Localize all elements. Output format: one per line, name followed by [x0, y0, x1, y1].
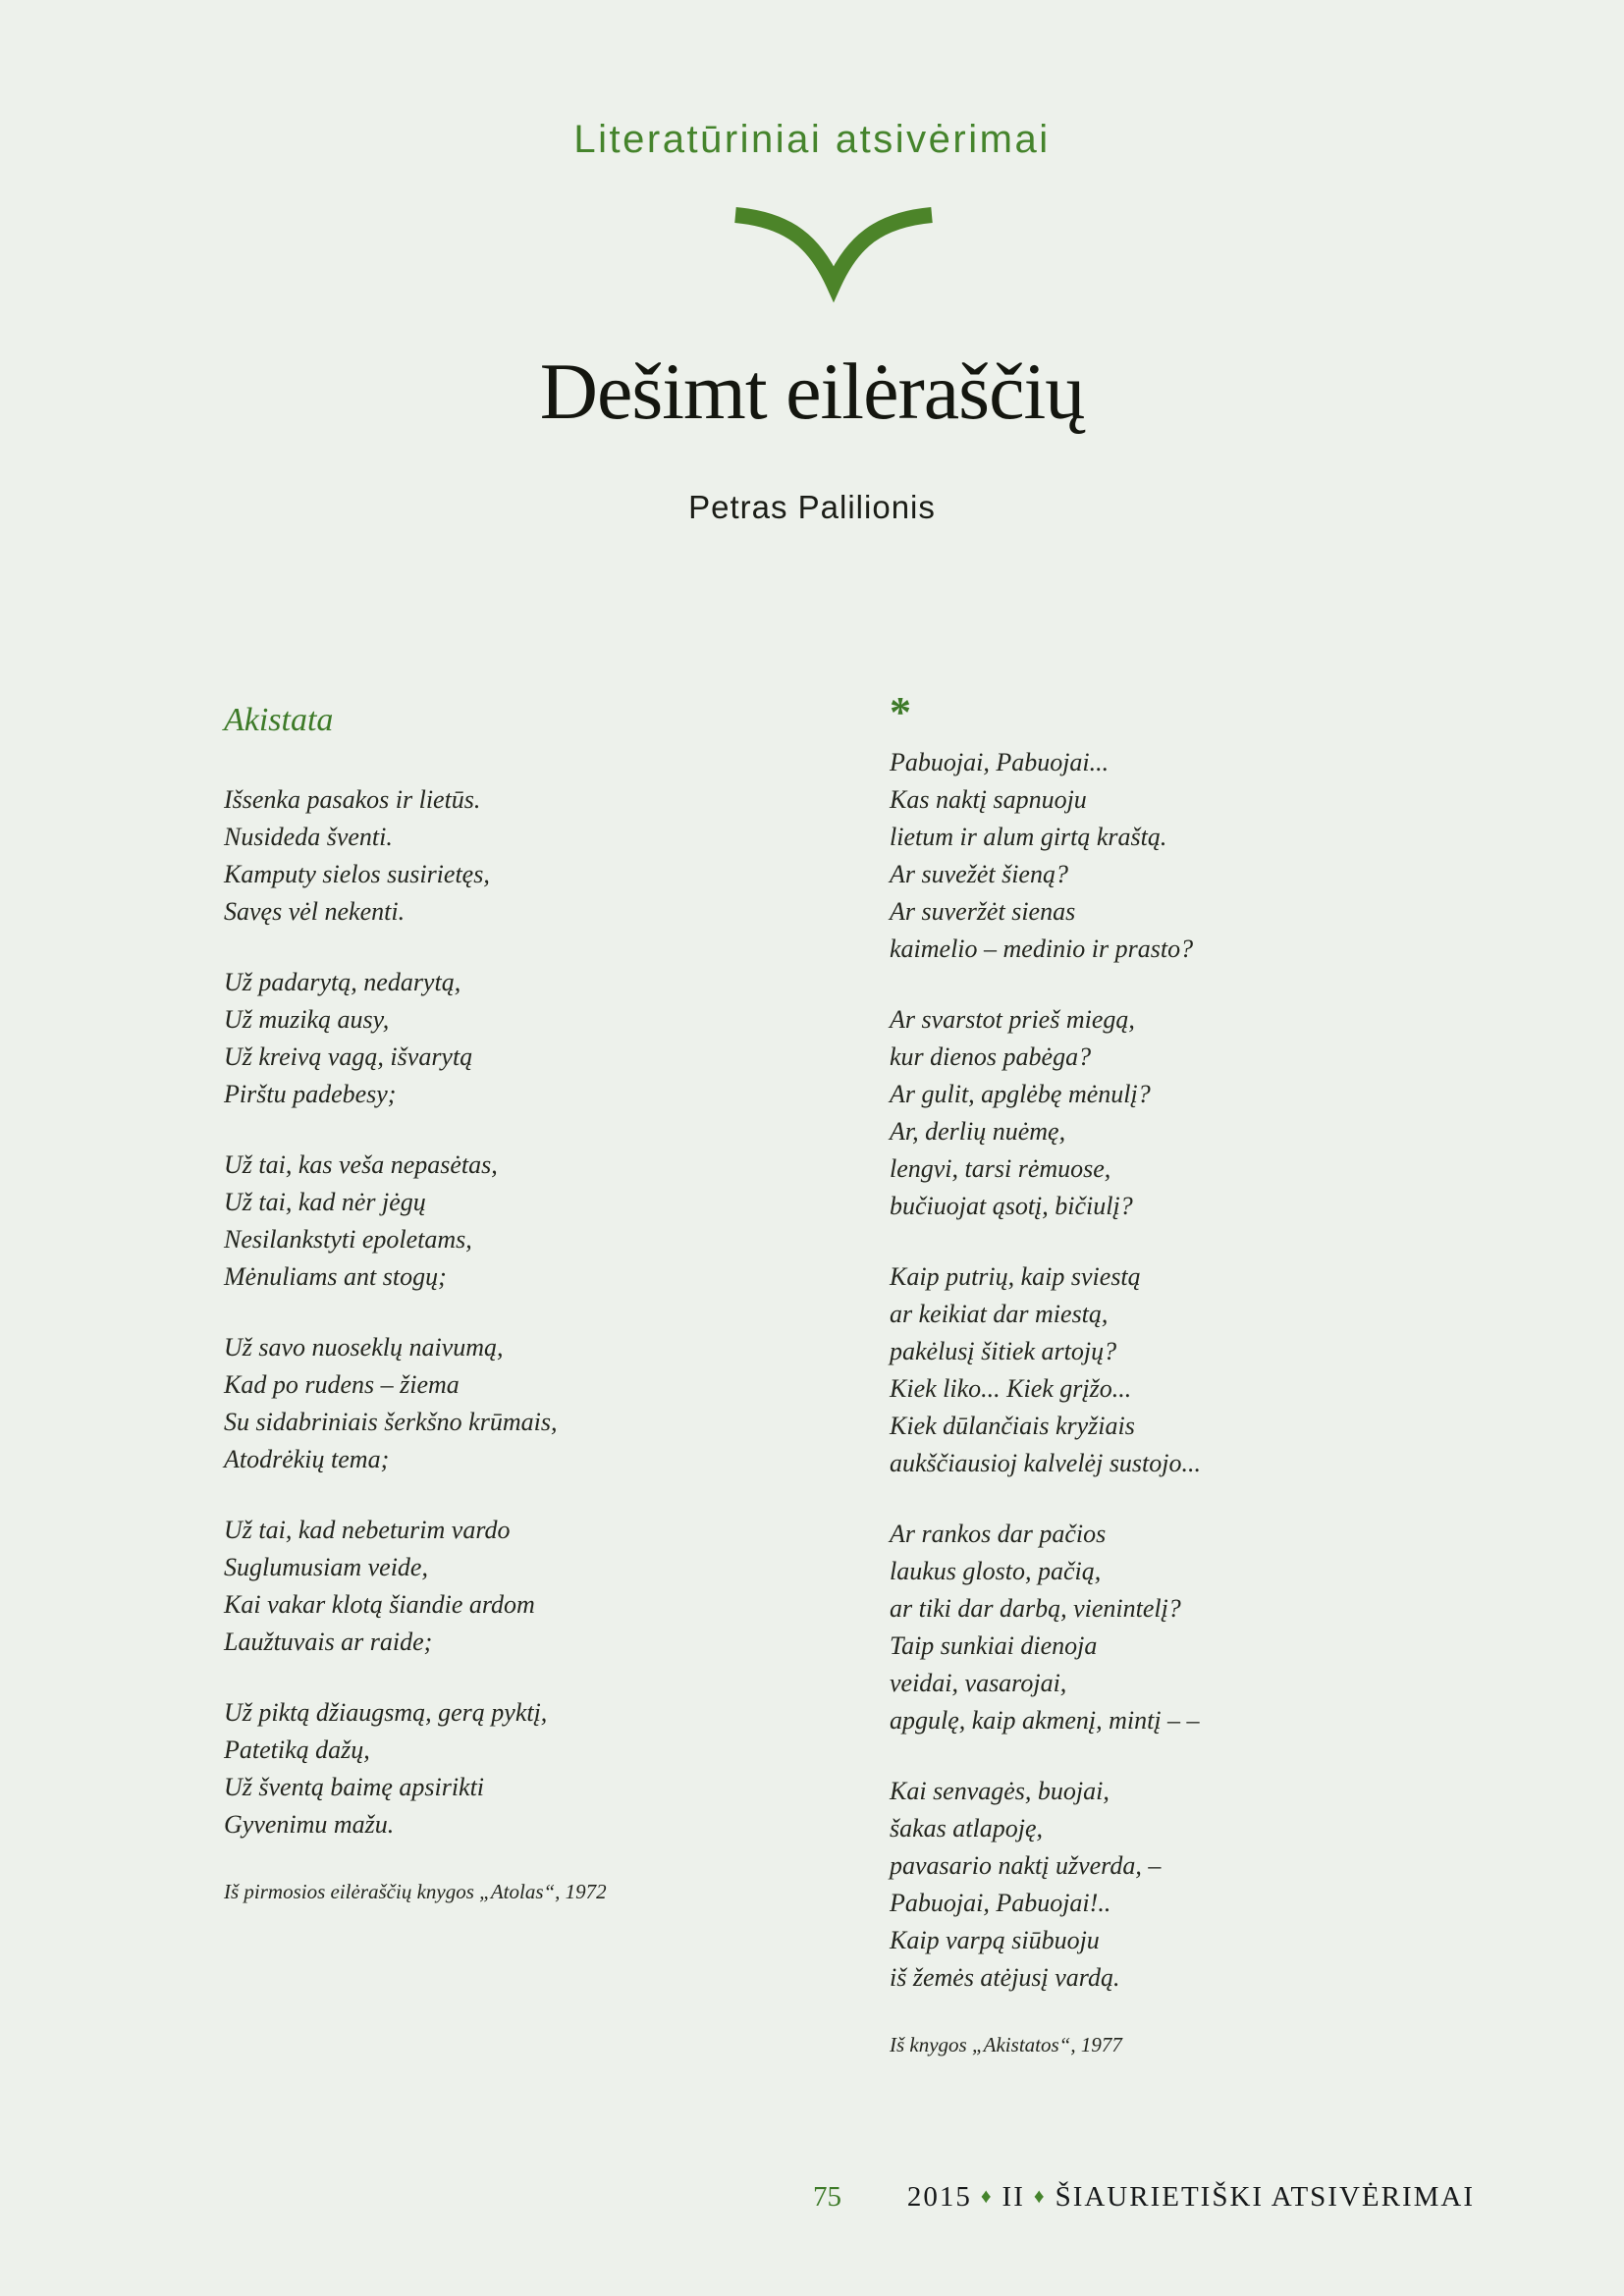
poem-line: Savęs vėl nekenti. — [224, 897, 406, 926]
poem-line: Kiek dūlančiais kryžiais — [890, 1412, 1135, 1440]
poem-line: Suglumusiam veide, — [224, 1553, 428, 1581]
attribution: Iš pirmosios eilėraščių knygos „Atolas“, 1972 — [224, 1880, 607, 1903]
poem-line: Ar gulit, apglėbę mėnulį? — [890, 1080, 1151, 1108]
poem-line: pavasario naktį užverda, – — [890, 1851, 1162, 1880]
stanza — [224, 1512, 852, 1661]
stanza — [890, 1001, 1518, 1225]
diamond-separator-icon: ♦ — [980, 2184, 994, 2208]
poem-line: Už kreivą vagą, išvarytą — [224, 1042, 473, 1071]
journal-title: ŠIAURIETIŠKI ATSIVĖRIMAI — [1055, 2181, 1475, 2213]
poem-line: Su sidabriniais šerkšno krūmais, — [224, 1408, 558, 1436]
stanza — [890, 1773, 1518, 1997]
poem-line: Už tai, kad nėr jėgų — [224, 1188, 426, 1216]
poem-line: Už piktą džiaugsmą, gerą pyktį, — [224, 1698, 548, 1727]
attribution: Iš knygos „Akistatos“, 1977 — [890, 2033, 1122, 2056]
poem-line: Gyvenimu mažu. — [224, 1810, 395, 1839]
journal-info — [907, 2181, 1475, 2214]
author-name: Petras Palilionis — [688, 489, 936, 525]
diamond-separator-icon: ♦ — [1033, 2184, 1047, 2208]
poem-line: Kai vakar klotą šiandie ardom — [224, 1590, 535, 1619]
poem-line: Taip sunkiai dienoja — [890, 1631, 1098, 1660]
poem-line: Kiek liko... Kiek grįžo... — [890, 1374, 1132, 1403]
stanza — [890, 1516, 1518, 1739]
poem-line: Ar suvežėt šieną? — [890, 860, 1068, 888]
poem-line: ar tiki dar darbą, vienintelį? — [890, 1594, 1181, 1623]
poem-line: Atodrėkių tema; — [224, 1445, 390, 1473]
poem-line: Ar svarstot prieš miegą, — [890, 1005, 1135, 1034]
journal-year: 2015 — [906, 2181, 972, 2213]
poem-line: Kad po rudens – žiema — [224, 1370, 460, 1399]
poem-line: Ar, derlių nuėmę, — [890, 1117, 1066, 1146]
open-book-logo-icon — [731, 201, 937, 309]
poem-column-left — [224, 703, 852, 1906]
poem-line: veidai, vasarojai, — [890, 1669, 1067, 1697]
poem-line: Mėnuliams ant stogų; — [224, 1262, 447, 1291]
poem-line: Pirštu padebesy; — [224, 1080, 397, 1108]
section-header: Literatūriniai atsivėrimai — [573, 118, 1051, 161]
poem-line: Už muziką ausy, — [224, 1005, 390, 1034]
poem-line: iš žemės atėjusį vardą. — [890, 1963, 1120, 1992]
poem-line: Už tai, kad nebeturim vardo — [224, 1516, 511, 1544]
poem-line: apgulę, kaip akmenį, mintį – – — [890, 1706, 1200, 1735]
poem-line: Išsenka pasakos ir lietūs. — [224, 785, 481, 814]
poem-title-asterisk: * — [890, 688, 911, 736]
page-footer — [0, 2181, 1624, 2226]
stanza — [890, 744, 1518, 968]
poem-column-right — [890, 688, 1518, 2059]
poem-line: Kaip putrių, kaip sviestą — [890, 1262, 1141, 1291]
stanza — [890, 1258, 1518, 1482]
stanzas — [890, 744, 1518, 1997]
page-title: Dešimt eilėraščių — [539, 347, 1085, 436]
poem-line: Kas naktį sapnuoju — [890, 785, 1087, 814]
stanza — [224, 781, 852, 931]
poem-line: Ar suveržėt sienas — [890, 897, 1076, 926]
poem-line: pakėlusį šitiek artojų? — [890, 1337, 1117, 1365]
poem-line: Pabuojai, Pabuojai!.. — [890, 1889, 1111, 1917]
stanza — [224, 1694, 852, 1843]
page-number: 75 — [813, 2181, 841, 2213]
poem-line: Nusideda šventi. — [224, 823, 393, 851]
poem-line: kaimelio – medinio ir prasto? — [890, 934, 1194, 963]
poem-line: Už tai, kas veša nepasėtas, — [224, 1150, 498, 1179]
stanza — [224, 1147, 852, 1296]
poem-line: Pabuojai, Pabuojai... — [890, 748, 1110, 776]
poem-line: Už šventą baimę apsirikti — [224, 1773, 485, 1801]
poem-line: Patetiką dažų, — [224, 1735, 370, 1764]
poem-line: Laužtuvais ar raide; — [224, 1628, 433, 1656]
poem-line: Kaip varpą siūbuoju — [890, 1926, 1100, 1954]
poem-line: ar keikiat dar miestą, — [890, 1300, 1109, 1328]
poem-line: šakas atlapoję, — [890, 1814, 1043, 1842]
journal-issue: II — [1001, 2181, 1025, 2213]
poem-line: laukus glosto, pačią, — [890, 1557, 1102, 1585]
poem-line: kur dienos pabėga? — [890, 1042, 1092, 1071]
poem-line: aukščiausioj kalvelėj sustojo... — [890, 1449, 1202, 1477]
poem-line: lengvi, tarsi rėmuose, — [890, 1154, 1111, 1183]
stanza — [224, 1329, 852, 1478]
poem-line: Už padarytą, nedarytą, — [224, 968, 461, 996]
poem-title-akistata: Akistata — [224, 702, 334, 738]
stanzas — [224, 781, 852, 1843]
poem-line: Nesilankstyti epoletams, — [224, 1225, 472, 1254]
poem-line: Ar rankos dar pačios — [890, 1520, 1107, 1548]
poem-line: Už savo nuoseklų naivumą, — [224, 1333, 504, 1362]
poem-line: Kamputy sielos susirietęs, — [224, 860, 490, 888]
poem-line: Kai senvagės, buojai, — [890, 1777, 1110, 1805]
open-book-logo-stroke — [735, 215, 932, 284]
stanza — [224, 964, 852, 1113]
poem-line: bučiuojat ąsotį, bičiulį? — [890, 1192, 1133, 1220]
poem-line: lietum ir alum girtą kraštą. — [890, 823, 1167, 851]
